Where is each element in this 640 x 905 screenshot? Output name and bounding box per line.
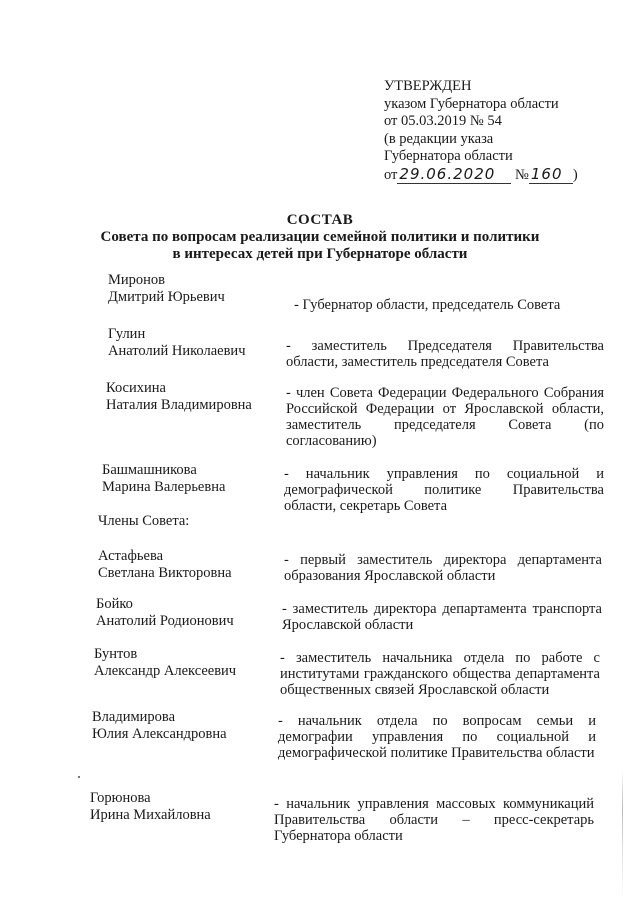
member-given-names: Ирина Михайловна [90,807,211,823]
member-surname: Косихина [106,380,166,396]
document-title [0,212,640,263]
member-given-names: Юлия Александровна [92,726,227,742]
approval-line: указом Губернатора области [384,95,559,112]
member-name [96,596,234,630]
member-name [98,548,232,582]
approval-stamp [384,78,578,184]
member-given-names: Марина Валерьевна [102,479,226,495]
approval-line: от 05.03.2019 № 54 [384,113,502,129]
members-heading: Члены Совета: [98,513,190,529]
title-line: Совета по вопросам реализации семейной политики и политики [100,229,540,245]
member-name [106,380,252,414]
member-given-names: Александр Алексеевич [94,663,237,679]
member-name [108,326,245,360]
member-given-names: Дмитрий Юрьевич [108,289,225,305]
member-surname: Гулин [108,326,146,342]
member-name [90,790,211,824]
member-role: - начальник управления массовых коммуникаций Правительства области – пресс-секретарь Губернатора области [274,796,594,844]
member-given-names: Светлана Викторовна [98,565,232,581]
title-heading: СОСТАВ [286,212,354,228]
member-name [102,462,225,496]
amendment-prefix: от [384,166,398,183]
scan-edge-shadow [622,770,623,900]
member-given-names: Наталия Владимировна [106,397,252,413]
member-surname: Астафьева [98,548,164,564]
member-given-names: Анатолий Родионович [96,613,234,629]
handwritten-number: 160 [529,166,573,185]
member-role: - первый заместитель директора департамента образования Ярославской области [284,552,602,584]
member-surname: Миронов [108,272,166,288]
member-surname: Горюнова [90,790,151,806]
member-surname: Бунтов [94,646,138,662]
amendment-line [384,166,578,185]
amendment-suffix: ) [572,166,578,183]
member-role: - заместитель директора департамента транспорта Ярославской области [282,601,602,633]
member-name [108,272,225,306]
member-role: - Губернатор области, председатель Совета [294,297,561,313]
approval-line: Губернатора области [384,148,513,164]
member-role: - член Совета Федерации Федерального Собрания Российской Федерации от Ярославской области, заместитель председателя Совета (по согласованию) [286,385,604,449]
handwritten-date: 29.06.2020 [397,166,511,185]
approval-line: (в редакции указа [384,130,494,147]
member-role: - заместитель Председателя Правительства области, заместитель председателя Совета [286,338,604,370]
amendment-number-label: № [515,166,529,183]
approval-line: УТВЕРЖДЕН [384,78,472,94]
member-role: - начальник отдела по вопросам семьи и демографии управления по социальной и демографической политике Правительства области [278,713,596,761]
member-name [92,709,227,743]
title-line: в интересах детей при Губернаторе области [172,246,468,262]
member-surname: Башмашникова [102,462,197,478]
member-role: - начальник управления по социальной и демографической политике Правительства области, секретарь Совета [284,466,604,514]
scan-speck [78,776,80,778]
member-name [94,646,236,680]
member-surname: Владимирова [92,709,176,725]
member-role: - заместитель начальника отдела по работе с институтами гражданского общества департамента общественных связей Ярославской области [280,650,600,698]
member-given-names: Анатолий Николаевич [108,343,246,359]
member-surname: Бойко [96,596,133,612]
